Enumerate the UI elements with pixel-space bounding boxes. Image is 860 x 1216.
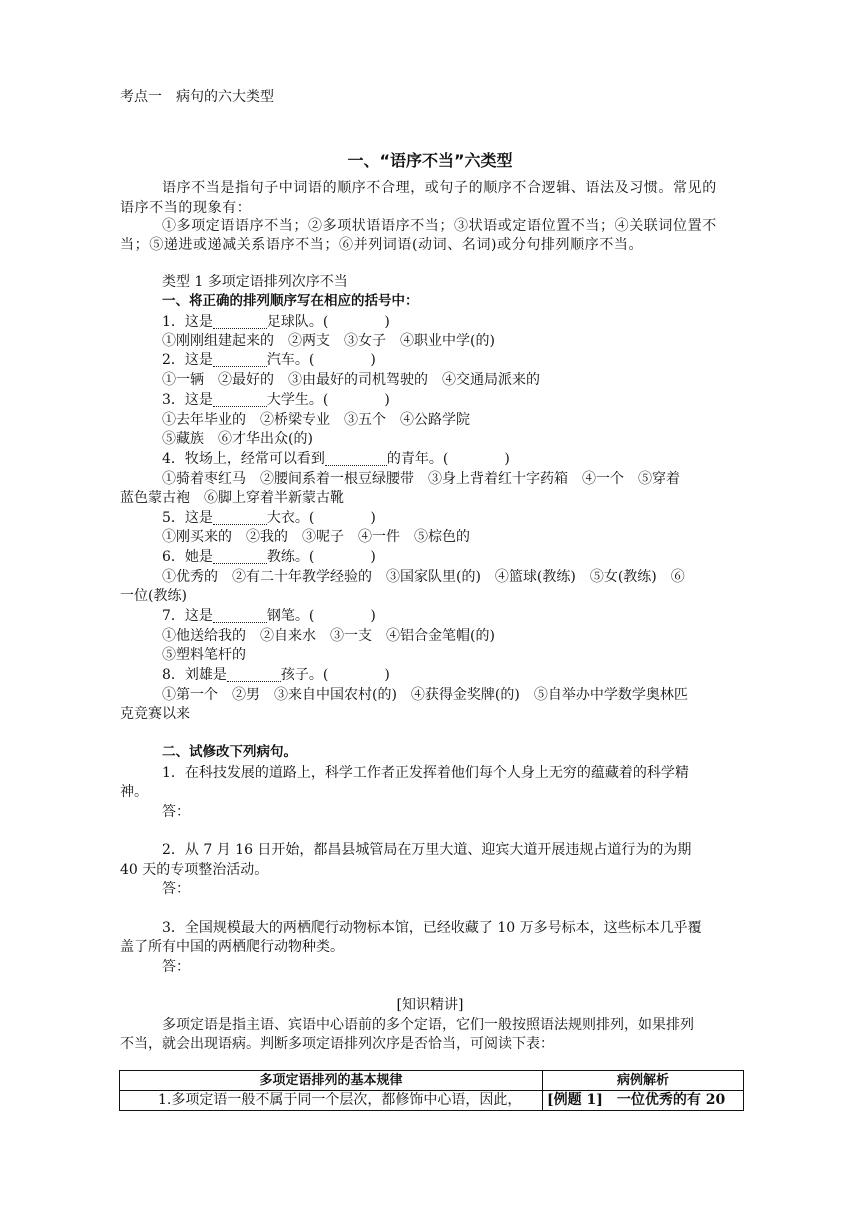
type1-task: 一、将正确的排列顺序写在相应的括号中： <box>162 293 419 309</box>
close-paren: ) <box>370 608 376 624</box>
knowledge-line-1: 多项定语是指主语、宾语中心语前的多个定语，它们一般按照语法规则排列，如果排列 <box>162 1017 694 1033</box>
question-2-options: ①一辆 ②最好的 ③由最好的司机驾驶的 ④交通局派来的 <box>162 372 540 388</box>
fill-blank[interactable] <box>213 549 267 564</box>
close-paren: ) <box>384 392 390 408</box>
question-8-options-1: ①第一个 ②男 ③来自中国农村(的) ④获得金奖牌(的) ⑤自举办中学数学奥林匹 <box>162 687 688 703</box>
fill-blank[interactable] <box>213 510 267 525</box>
question-6-options-1: ①优秀的 ②有二十年教学经验的 ③国家队里(的) ④篮球(教练) ⑤女(教练) ⑥ <box>162 569 685 585</box>
fill-blank[interactable] <box>325 451 387 466</box>
fill-blank[interactable] <box>213 392 267 407</box>
question-3-suffix: 大学生。( <box>266 392 329 408</box>
part2-heading: 二、试修改下列病句。 <box>162 744 297 760</box>
question-7-prefix: 7．这是 <box>162 608 213 624</box>
question-5-suffix: 大衣。( <box>266 510 315 526</box>
close-paren: ) <box>384 667 390 683</box>
part2-q2-line1: 2．从 7 月 16 日开始，都昌县城管局在万里大道、迎宾大道开展违规占道行为的为期 <box>162 842 692 858</box>
table-header-row <box>120 1071 744 1091</box>
close-paren: ) <box>370 510 376 526</box>
question-7-options-1: ①他送给我的 ②自来水 ③一支 ④铝合金笔帽(的) <box>162 628 495 644</box>
question-4 <box>162 449 510 469</box>
question-5 <box>162 508 376 528</box>
question-6 <box>162 547 376 567</box>
question-8 <box>162 665 390 685</box>
question-2 <box>162 350 376 370</box>
intro-line-3: ①多项定语语序不当；②多项状语语序不当；③状语或定语位置不当；④关联词位置不 <box>162 218 717 234</box>
close-paren: ) <box>384 314 390 330</box>
intro-line-1: 语序不当是指句子中词语的顺序不合理，或句子的顺序不合逻辑、语法及习惯。常见的 <box>162 180 717 196</box>
fill-blank[interactable] <box>213 352 267 367</box>
part2-q1-answer-label[interactable]: 答： <box>162 804 190 820</box>
question-6-suffix: 教练。( <box>266 549 315 565</box>
part2-q2-answer-label[interactable]: 答： <box>162 881 190 897</box>
question-6-prefix: 6．她是 <box>162 549 213 565</box>
part2-q3-answer-label[interactable]: 答： <box>162 959 190 975</box>
question-8-suffix: 孩子。( <box>280 667 329 683</box>
question-8-options-2: 克竞赛以来 <box>120 706 190 722</box>
intro-line-2: 语序不当的现象有： <box>120 200 252 216</box>
part2-q2-line2: 40 天的专项整治活动。 <box>120 862 269 878</box>
fill-blank[interactable] <box>213 608 267 623</box>
part2-q3-line2: 盖了所有中国的两栖爬行动物种类。 <box>120 939 344 955</box>
close-paren: ) <box>370 352 376 368</box>
question-1-prefix: 1．这是 <box>162 314 213 330</box>
table-row <box>120 1091 744 1111</box>
question-1-suffix: 足球队。( <box>266 314 329 330</box>
question-4-options-1: ①骑着枣红马 ②腰间系着一根豆绿腰带 ③身上背着红十字药箱 ④一个 ⑤穿着 <box>162 471 680 487</box>
table-cell: 1.多项定语一般不属于同一个层次，都修饰中心语，因此， <box>120 1091 543 1111</box>
table-header-cell: 病例解析 <box>543 1071 744 1091</box>
question-3 <box>162 390 390 410</box>
close-paren: ) <box>504 451 510 467</box>
knowledge-line-2: 不当，就会出现语病。判断多项定语排列次序是否恰当，可阅读下表： <box>120 1036 554 1052</box>
question-5-options: ①刚买来的 ②我的 ③呢子 ④一件 ⑤棕色的 <box>162 529 470 545</box>
part2-q1-line1: 1．在科技发展的道路上，科学工作者正发挥着他们每个人身上无穷的蕴藏着的科学精 <box>162 765 689 781</box>
question-3-prefix: 3．这是 <box>162 392 213 408</box>
close-paren: ) <box>370 549 376 565</box>
fill-blank[interactable] <box>213 314 267 329</box>
kaodian-heading: 考点一 病句的六大类型 <box>120 89 274 105</box>
question-7-options-2: ⑤塑料笔杆的 <box>162 647 246 663</box>
question-2-prefix: 2．这是 <box>162 352 213 368</box>
question-7 <box>162 606 376 626</box>
question-3-options-1: ①去年毕业的 ②桥梁专业 ③五个 ④公路学院 <box>162 412 470 428</box>
part2-q1-line2: 神。 <box>120 784 148 800</box>
fill-blank[interactable] <box>227 667 281 682</box>
question-8-prefix: 8．刘雄是 <box>162 667 227 683</box>
rules-table <box>119 1070 744 1111</box>
part2-q3-line1: 3．全国规模最大的两栖爬行动物标本馆，已经收藏了 10 万多号标本，这些标本几乎覆 <box>162 920 702 936</box>
question-4-prefix: 4．牧场上，经常可以看到 <box>162 451 325 467</box>
question-4-suffix: 的青年。( <box>386 451 449 467</box>
question-6-options-2: 一位(教练) <box>120 588 187 604</box>
question-4-options-2: 蓝色蒙古袍 ⑥脚上穿着半新蒙古靴 <box>120 490 344 506</box>
question-1-options: ①刚刚组建起来的 ②两支 ③女子 ④职业中学(的) <box>162 333 495 349</box>
section-title: 一、“语序不当”六类型 <box>347 151 513 170</box>
type1-heading: 类型 1 多项定语排列次序不当 <box>162 274 348 290</box>
table-header-cell: 多项定语排列的基本规律 <box>120 1071 543 1091</box>
question-7-suffix: 钢笔。( <box>266 608 315 624</box>
question-1 <box>162 312 390 332</box>
question-5-prefix: 5．这是 <box>162 510 213 526</box>
question-2-suffix: 汽车。( <box>266 352 315 368</box>
knowledge-title: [知识精讲] <box>396 997 464 1013</box>
table-cell: [例题 1] 一位优秀的有 20 <box>543 1091 744 1111</box>
intro-line-4: 当；⑤递进或递减关系语序不当；⑥并列词语(动词、名词)或分句排列顺序不当。 <box>120 237 644 253</box>
question-3-options-2: ⑤藏族 ⑥才华出众(的) <box>162 431 313 447</box>
